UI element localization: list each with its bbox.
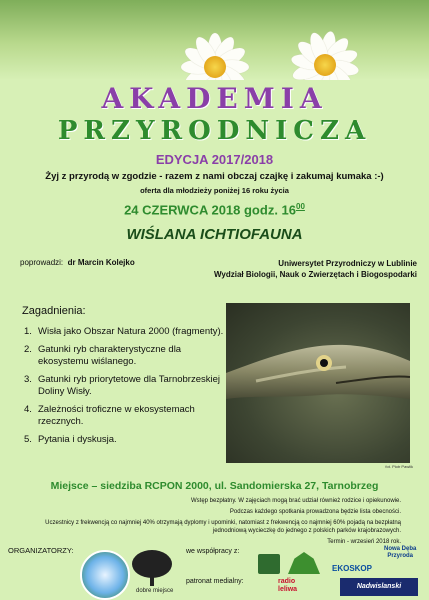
event-time-minutes: 00 <box>296 202 305 211</box>
lecturer-label: poprowadzi: <box>20 258 64 267</box>
header-daisy-photo <box>0 0 429 80</box>
lecturer-line <box>20 258 135 267</box>
agenda-heading: Zagadnienia: <box>22 305 86 317</box>
event-date-text: 24 CZERWCA 2018 godz. 16 <box>124 202 297 218</box>
event-topic: WIŚLANA ICHTIOFAUNA <box>126 226 303 243</box>
note-deadline: Termin - wrzesień 2018 rok. <box>327 539 401 545</box>
photo-credit: fot. Piotr Pawlik <box>385 464 413 469</box>
radio-leliwa-logo: radio leliwa <box>278 578 298 593</box>
lecturer-affiliation <box>214 258 417 280</box>
pike-fish-icon <box>226 303 410 463</box>
dobre-miejsce-tree-icon <box>130 548 174 588</box>
edition-label: EDYCJA 2017/2018 <box>155 152 274 167</box>
affiliation-university: Uniwersytet Przyrodniczy w Lublinie <box>278 259 417 268</box>
affiliation-faculty: Wydział Biologii, Nauk o Zwierzętach i Biogospodarki <box>214 270 417 279</box>
daisy-flower-right <box>280 20 370 80</box>
nowa-deba-logo: Nowa Dęba Przyroda <box>384 546 417 559</box>
offer-text: oferta dla młodzieży poniżej 16 roku życia <box>140 186 289 195</box>
agenda-item: 1. Wisła jako Obszar Natura 2000 (fragmenty). <box>24 326 224 337</box>
motto-text: Żyj z przyrodą w zgodzie - razem z nami obczaj czajkę i zakumaj kumaka :-) <box>45 171 384 182</box>
note-diplomas: Uczestnicy z frekwencją co najmniej 40% otrzymają dyplomy i upominki, natomiast z frekwencją co najmniej 60% pojadą na bezpłatną jednodniową wycieczkę do jednego z polskich parków krajobrazowych. <box>45 520 401 534</box>
footer-logos <box>0 540 429 600</box>
note-attendance: Podczas każdego spotkania prowadzona będzie lista obecności. <box>229 509 401 515</box>
pike-fish-photo <box>226 303 410 463</box>
lasy-logo <box>258 554 280 574</box>
venue-text: Miejsce – siedziba RCPON 2000, ul. Sandomierska 27, Tarnobrzeg <box>50 480 379 492</box>
agenda-item: 3. Gatunki ryb priorytetowe dla Tarnobrzeskiej Doliny Wisły. <box>24 374 220 397</box>
title-akademia: AKADEMIA <box>101 82 328 115</box>
organizers-label: ORGANIZATORZY: <box>8 546 74 555</box>
media-patron-label: patronat medialny: <box>186 578 244 585</box>
agenda-item: 5. Pytania i dyskusja. <box>24 434 117 445</box>
nadwislanski-logo: Nadwislanski <box>340 578 418 596</box>
bird-logo <box>288 552 320 574</box>
lecturer-name: dr Marcin Kolejko <box>67 258 135 267</box>
rcpon-logo <box>80 550 130 600</box>
note-free-entry: Wstęp bezpłatny. W zajęciach mogą brać udział również rodzice i opiekunowie. <box>191 498 401 504</box>
title-przyrodnicza: PRZYRODNICZA <box>57 116 372 146</box>
agenda-list <box>24 326 224 452</box>
ekoskop-logo: EKOSKOP <box>331 564 372 573</box>
agenda-item: 2. Gatunki ryb charakterystyczne dla ekosystemu wiślanego. <box>24 344 182 367</box>
dobre-miejsce-label: dobre miejsce <box>136 588 174 594</box>
event-date <box>0 202 429 217</box>
daisy-flower-left <box>170 22 260 80</box>
cooperation-label: we współpracy z: <box>186 548 240 555</box>
agenda-item: 4. Zależności troficzne w ekosystemach rzecznych. <box>24 404 195 427</box>
